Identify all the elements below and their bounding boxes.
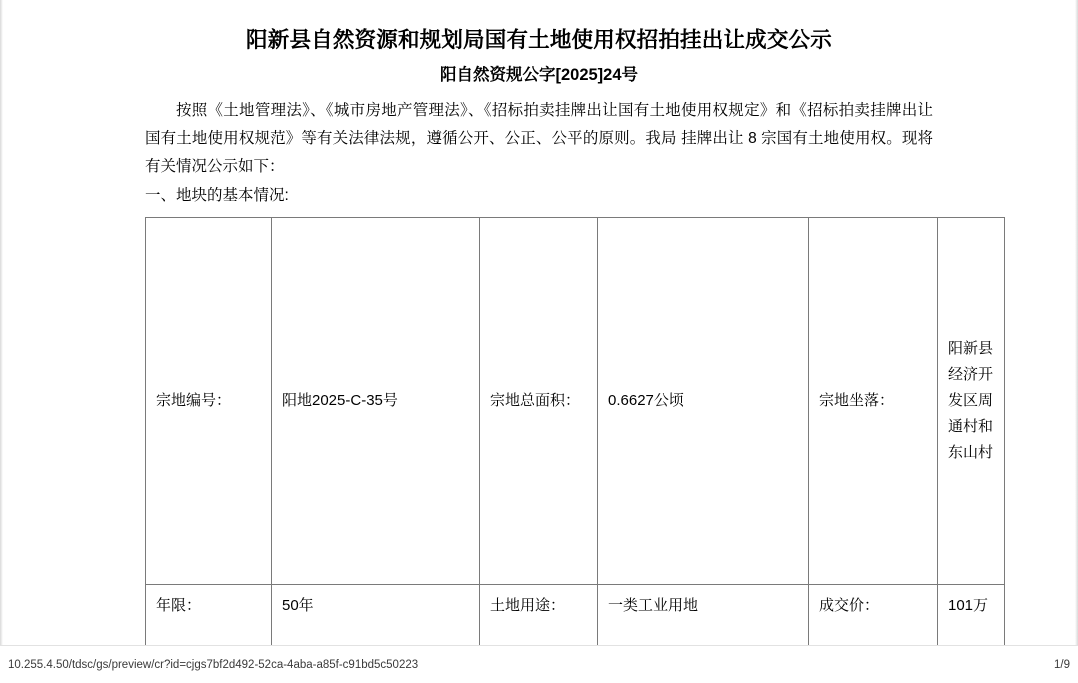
cell-location-label: 宗地坐落：: [809, 218, 938, 585]
cell-location-value: 阳新县经济开发区周通村和东山村: [938, 218, 1005, 585]
status-bar-url: 10.255.4.50/tdsc/gs/preview/cr?id=cjgs7bf2d492-52ca-4aba-a85f-c91bd5c50223: [8, 658, 419, 671]
cell-total-area-label: 宗地总面积：: [480, 218, 598, 585]
page-title: 阳新县自然资源和规划局国有土地使用权招拍挂出让成交公示: [246, 28, 832, 52]
page-indicator: 1/9: [1054, 658, 1070, 671]
cell-price-value: 101万: [938, 585, 1005, 645]
cell-term-value: 50年: [272, 585, 480, 645]
cell-land-use-value: 一类工业用地: [598, 585, 809, 645]
cell-land-use-label: 土地用途：: [480, 585, 598, 645]
document-number: 阳自然资规公字[2025]24号: [439, 66, 639, 85]
cell-total-area-value: 0.6627公顷: [598, 218, 809, 585]
page-content: [145, 0, 994, 645]
page-left-edge: [0, 0, 3, 645]
cell-term-label: 年限：: [146, 585, 272, 645]
section-heading-basic-info: 一、地块的基本情况:: [145, 187, 289, 205]
intro-paragraph: 按照《土地管理法》、《城市房地产管理法》、《招标拍卖挂牌出让国有土地使用权规定》和《招标拍卖挂牌出让国有土地使用权规范》等有关法律法规，遵循公开、公正、公平的原则。我局 挂牌出让 8 宗国有土地使用权。现将有关情况公示如下：: [145, 102, 933, 176]
cell-price-label: 成交价：: [809, 585, 938, 645]
table-row: [146, 218, 1005, 585]
cell-parcel-number-label: 宗地编号：: [146, 218, 272, 585]
cell-parcel-number-value: 阳地2025-C-35号: [272, 218, 480, 585]
land-parcel-table: [145, 217, 1005, 645]
table-row: [146, 585, 1005, 645]
browser-status-bar: [0, 645, 1078, 683]
